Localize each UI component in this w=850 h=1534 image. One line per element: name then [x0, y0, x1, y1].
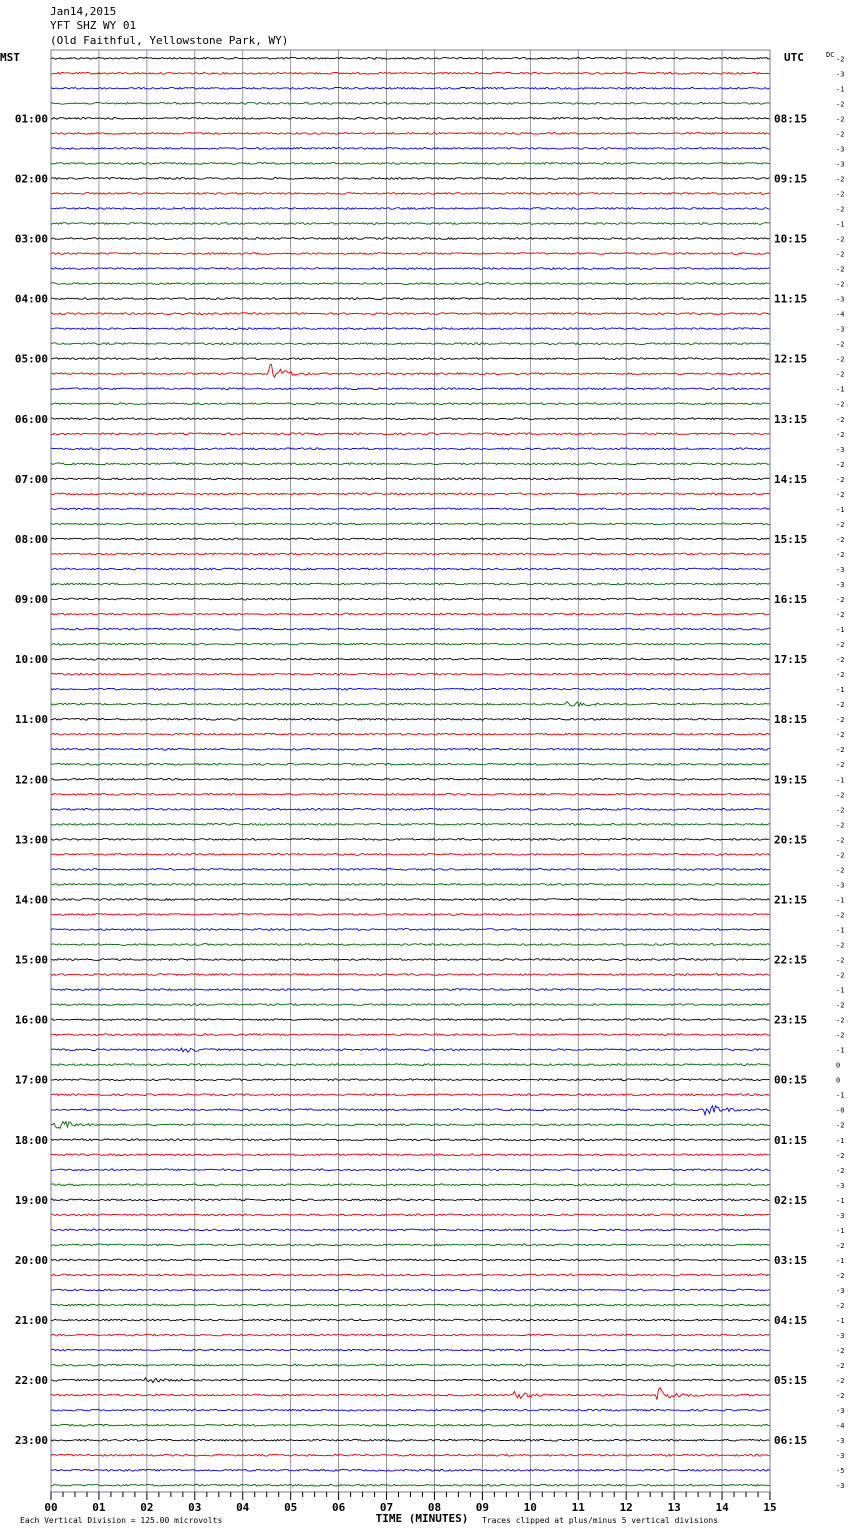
seismic-trace	[51, 223, 770, 225]
dc-offset-label: -2	[836, 400, 845, 409]
dc-offset-label: -2	[836, 475, 845, 484]
clip-note: Traces clipped at plus/minus 5 vertical divisions	[482, 1516, 719, 1525]
seismic-trace	[51, 87, 770, 89]
dc-offset-label: -1	[836, 1091, 845, 1100]
seismic-trace	[51, 133, 770, 135]
seismic-trace	[51, 1064, 770, 1066]
mst-hour-label: 20:00	[14, 1253, 48, 1267]
mst-hour-label: 05:00	[14, 352, 48, 366]
mst-hour-label: 03:00	[14, 232, 48, 246]
dc-offset-label: -3	[836, 581, 845, 589]
seismic-trace	[51, 658, 770, 660]
mst-axis-label: MST	[0, 51, 20, 64]
mst-hour-label: 17:00	[14, 1073, 48, 1087]
dc-offset-label: -2	[836, 1241, 845, 1250]
seismic-trace	[51, 238, 770, 240]
x-tick-label: 00	[44, 1501, 58, 1514]
dc-offset-label: -1	[836, 926, 845, 935]
mst-hour-label: 22:00	[14, 1374, 48, 1388]
utc-hour-label: 19:15	[774, 773, 808, 787]
seismic-trace	[51, 733, 770, 735]
seismic-trace	[51, 493, 770, 495]
seismic-trace	[51, 448, 770, 450]
dc-offset-label: -1	[836, 1046, 845, 1055]
dc-offset-label: -0	[836, 1106, 845, 1115]
seismic-trace	[51, 1378, 770, 1383]
mst-hour-label: 11:00	[14, 713, 48, 727]
seismic-trace	[51, 358, 770, 360]
seismic-trace	[51, 1334, 770, 1336]
x-tick-label: 05	[284, 1501, 298, 1514]
dc-offset-label: -2	[836, 851, 845, 860]
dc-offset-label: -2	[836, 596, 845, 604]
utc-hour-label: 22:15	[774, 953, 808, 967]
mst-hour-label: 08:00	[14, 532, 48, 546]
dc-offset-label: -2	[836, 265, 845, 274]
seismic-trace	[51, 899, 770, 901]
dc-offset-label: -2	[836, 430, 845, 439]
seismic-trace	[51, 117, 770, 119]
dc-offset-label: -3	[836, 1437, 845, 1446]
dc-offset-label: -2	[836, 1362, 845, 1371]
dc-offset-label: -2	[836, 550, 845, 559]
utc-hour-label: 05:15	[774, 1374, 808, 1388]
seismic-trace	[51, 702, 770, 706]
dc-offset-label: -3	[836, 1452, 845, 1461]
utc-hour-label: 11:15	[774, 292, 808, 306]
seismic-trace	[51, 1304, 770, 1306]
seismic-trace	[51, 1139, 770, 1141]
mst-hour-label: 13:00	[14, 833, 48, 847]
dc-offset-label: -4	[836, 1422, 845, 1431]
seismic-trace	[51, 763, 770, 765]
dc-offset-label: -1	[836, 1136, 845, 1145]
dc-offset-label: -4	[836, 310, 845, 319]
dc-offset-label: -2	[836, 761, 845, 770]
dc-offset-label: -2	[836, 115, 845, 124]
dc-offset-label: -3	[836, 881, 845, 890]
seismic-trace	[51, 1319, 770, 1321]
utc-hour-label: 08:15	[774, 112, 808, 126]
mst-hour-label: 15:00	[14, 953, 48, 967]
seismic-trace	[51, 523, 770, 525]
mst-hour-label: 07:00	[14, 472, 48, 486]
seismic-trace	[51, 1122, 770, 1129]
dc-offset-label: -2	[836, 415, 845, 424]
dc-offset-label: -2	[836, 1271, 845, 1280]
dc-offset-label: -1	[836, 1196, 845, 1205]
seismic-trace	[51, 403, 770, 405]
x-tick-label: 02	[140, 1501, 154, 1514]
seismic-trace	[51, 313, 770, 315]
seismic-trace	[51, 1229, 770, 1231]
seismic-trace	[51, 1439, 770, 1441]
seismic-trace	[51, 1019, 770, 1021]
dc-offset-label: 0	[836, 1061, 841, 1070]
mst-hour-label: 18:00	[14, 1133, 48, 1147]
dc-offset-label: -2	[836, 611, 845, 619]
dc-offset-label: -2	[836, 130, 845, 139]
seismic-trace	[51, 944, 770, 946]
dc-offset-label: -3	[836, 325, 845, 334]
x-tick-label: 04	[236, 1501, 250, 1514]
seismic-trace	[51, 388, 770, 390]
mst-hour-label: 23:00	[14, 1434, 48, 1448]
dc-offset-label: -2	[836, 836, 845, 845]
dc-offset-label: -3	[836, 1332, 845, 1340]
seismic-trace	[51, 854, 770, 856]
dc-offset-label: 0	[836, 1076, 841, 1085]
seismic-trace	[51, 808, 770, 810]
dc-offset-label: -2	[836, 866, 845, 875]
x-tick-label: 10	[523, 1501, 537, 1514]
chart-station: YFT SHZ WY 01	[50, 19, 137, 32]
seismic-trace	[51, 1274, 770, 1276]
utc-hour-label: 23:15	[774, 1013, 808, 1027]
dc-offset-label: -2	[836, 791, 845, 800]
seismic-trace	[51, 839, 770, 841]
seismic-trace	[51, 1199, 770, 1201]
dc-offset-label: -2	[836, 355, 845, 364]
seismic-trace	[51, 538, 770, 540]
dc-offset-label: -1	[836, 626, 845, 635]
dc-offset-label: -3	[836, 1181, 845, 1190]
utc-hour-label: 04:15	[774, 1314, 808, 1327]
seismic-trace	[51, 418, 770, 420]
seismic-trace	[51, 1484, 770, 1486]
dc-offset-label: -2	[836, 1392, 845, 1401]
x-tick-label: 08	[427, 1501, 442, 1514]
seismic-trace	[51, 478, 770, 480]
mst-hour-label: 12:00	[14, 773, 48, 787]
dc-offset-label: -2	[836, 911, 845, 920]
seismic-trace	[51, 1079, 770, 1081]
seismic-trace	[51, 1154, 770, 1156]
chart-location: (Old Faithful, Yellowstone Park, WY)	[50, 34, 289, 47]
dc-offset-label: -2	[836, 656, 845, 665]
seismic-trace	[51, 328, 770, 330]
dc-offset-label: -3	[836, 145, 845, 154]
utc-hour-label: 03:15	[774, 1253, 808, 1267]
seismic-trace	[51, 193, 770, 195]
dc-offset-label: -1	[836, 1226, 845, 1235]
dc-offset-label: -2	[836, 1121, 845, 1130]
utc-hour-label: 17:15	[774, 653, 808, 667]
seismic-trace	[51, 974, 770, 976]
dc-offset-label: -2	[836, 956, 845, 965]
dc-offset-label: -2	[836, 941, 845, 950]
seismic-trace	[51, 178, 770, 180]
dc-offset-label: -1	[836, 1317, 845, 1325]
dc-offset-label: -3	[836, 160, 845, 169]
seismic-trace	[51, 778, 770, 780]
dc-offset-label: -3	[836, 566, 845, 574]
seismic-trace	[51, 598, 770, 600]
seismic-trace	[51, 57, 770, 59]
seismic-trace	[51, 989, 770, 991]
mst-hour-label: 16:00	[14, 1013, 48, 1027]
utc-hour-label: 16:15	[774, 593, 808, 606]
utc-hour-label: 01:15	[774, 1133, 808, 1147]
utc-hour-label: 12:15	[774, 352, 808, 366]
seismic-trace	[51, 148, 770, 150]
seismic-trace	[51, 1349, 770, 1351]
dc-offset-label: -2	[836, 1016, 845, 1025]
x-tick-label: 03	[188, 1501, 202, 1514]
seismic-trace	[51, 553, 770, 555]
seismic-trace	[51, 283, 770, 285]
mst-hour-label: 01:00	[14, 112, 48, 126]
dc-offset-label: -1	[836, 220, 845, 229]
dc-offset-label: -1	[836, 776, 845, 785]
seismic-trace	[51, 72, 770, 74]
utc-hour-label: 14:15	[774, 472, 808, 486]
seismic-trace	[51, 463, 770, 465]
seismic-trace	[51, 914, 770, 916]
dc-offset-label: -2	[836, 1347, 845, 1356]
seismic-trace	[51, 1094, 770, 1096]
dc-offset-label: -2	[836, 205, 845, 214]
dc-offset-label: -2	[836, 55, 845, 64]
seismic-trace	[51, 1409, 770, 1411]
utc-hour-label: 09:15	[774, 172, 808, 186]
seismic-trace	[51, 568, 770, 570]
seismic-trace	[51, 508, 770, 510]
seismic-trace	[51, 1388, 770, 1400]
dc-offset-label: -2	[836, 175, 845, 184]
x-tick-label: 01	[92, 1501, 106, 1514]
x-tick-label: 13	[667, 1501, 681, 1514]
seismic-trace	[51, 268, 770, 270]
seismic-trace	[51, 673, 770, 675]
dc-offset-label: -1	[836, 505, 845, 514]
seismic-trace	[51, 1424, 770, 1426]
x-tick-label: 14	[715, 1501, 729, 1514]
utc-hour-label: 13:15	[774, 412, 808, 426]
seismic-trace	[51, 343, 770, 345]
utc-hour-label: 18:15	[774, 713, 808, 727]
utc-hour-label: 02:15	[774, 1193, 808, 1207]
dc-offset-label: -2	[836, 280, 845, 289]
seismic-trace	[51, 208, 770, 210]
dc-offset-label: -3	[836, 445, 845, 454]
mst-hour-label: 04:00	[14, 292, 48, 306]
seismic-trace	[51, 253, 770, 255]
dc-offset-label: -1	[836, 385, 845, 394]
dc-offset-label: -3	[836, 295, 845, 304]
seismic-trace	[51, 929, 770, 931]
dc-offset-label: -2	[836, 1377, 845, 1386]
seismic-trace	[51, 1048, 770, 1052]
dc-offset-label: -2	[836, 716, 845, 725]
dc-offset-label: -2	[836, 671, 845, 680]
x-axis-title: TIME (MINUTES)	[375, 1512, 469, 1525]
utc-hour-label: 06:15	[774, 1434, 808, 1448]
seismic-trace	[51, 1214, 770, 1216]
seismic-trace	[51, 628, 770, 630]
dc-offset-label: -3	[836, 1211, 845, 1220]
seismic-trace	[51, 583, 770, 585]
x-tick-label: 09	[475, 1501, 490, 1514]
mst-hour-label: 10:00	[14, 653, 48, 667]
utc-hour-label: 21:15	[774, 893, 808, 907]
utc-hour-label: 20:15	[774, 833, 808, 847]
chart-date: Jan14,2015	[50, 5, 117, 18]
mst-hour-label: 09:00	[14, 593, 48, 606]
dc-offset-label: -2	[836, 1151, 845, 1160]
seismic-trace	[51, 1169, 770, 1171]
dc-offset-label: -3	[836, 70, 845, 79]
dc-offset-label: -3	[836, 1287, 845, 1295]
mst-hour-label: 21:00	[14, 1314, 48, 1327]
dc-offset-label: -2	[836, 1031, 845, 1040]
dc-offset-label: -1	[836, 686, 845, 695]
utc-axis-label: UTC	[784, 51, 804, 64]
seismic-trace	[51, 959, 770, 961]
dc-offset-label: -2	[836, 190, 845, 199]
mst-hour-label: 02:00	[14, 172, 48, 186]
dc-offset-label: -5	[836, 1467, 845, 1476]
seismic-trace	[51, 1184, 770, 1186]
dc-offset-label: -2	[836, 746, 845, 755]
x-tick-label: 07	[379, 1501, 394, 1514]
seismic-trace	[51, 748, 770, 750]
dc-offset-label: -2	[836, 340, 845, 349]
seismic-trace	[51, 364, 770, 377]
seismic-trace	[51, 1454, 770, 1456]
utc-hour-label: 10:15	[774, 232, 808, 246]
seismic-trace	[51, 1034, 770, 1036]
seismic-trace	[51, 1106, 770, 1115]
seismic-trace	[51, 1004, 770, 1006]
dc-label: DC	[826, 51, 835, 59]
dc-offset-label: -1	[836, 1256, 845, 1265]
dc-offset-label: -2	[836, 490, 845, 499]
seismic-trace	[51, 1289, 770, 1291]
seismic-trace	[51, 613, 770, 615]
dc-offset-label: -1	[836, 986, 845, 995]
seismic-trace	[51, 163, 770, 165]
seismic-trace	[51, 869, 770, 871]
mst-hour-label: 19:00	[14, 1193, 48, 1207]
dc-offset-label: -2	[836, 100, 845, 109]
seismic-trace	[51, 793, 770, 795]
seismic-trace	[51, 1364, 770, 1366]
utc-hour-label: 00:15	[774, 1073, 808, 1087]
dc-offset-label: -1	[836, 85, 845, 94]
dc-offset-label: -2	[836, 701, 845, 710]
seismic-trace	[51, 433, 770, 435]
dc-offset-label: -2	[836, 250, 845, 259]
seismic-trace	[51, 688, 770, 690]
dc-offset-label: -2	[836, 1001, 845, 1010]
seismic-trace	[51, 102, 770, 104]
x-tick-label: 12	[619, 1501, 633, 1514]
dc-offset-label: -2	[836, 535, 845, 544]
dc-offset-label: -2	[836, 235, 845, 244]
dc-offset-label: -3	[836, 1482, 845, 1491]
dc-offset-label: -2	[836, 1302, 845, 1310]
mst-hour-label: 14:00	[14, 893, 48, 907]
seismic-trace	[51, 1469, 770, 1471]
utc-hour-label: 15:15	[774, 532, 808, 546]
seismic-trace	[51, 1244, 770, 1246]
x-tick-label: 15	[763, 1501, 777, 1514]
dc-offset-label: -2	[836, 821, 845, 830]
seismic-trace	[51, 718, 770, 720]
dc-offset-label: -2	[836, 641, 845, 650]
x-tick-label: 11	[571, 1501, 585, 1514]
dc-offset-label: -2	[836, 460, 845, 469]
dc-offset-label: -2	[836, 971, 845, 980]
dc-offset-label: -3	[836, 1407, 845, 1416]
seismic-trace	[51, 298, 770, 300]
seismic-trace	[51, 643, 770, 645]
scale-note: Each Vertical Division = 125.00 microvolts	[20, 1516, 223, 1525]
x-tick-label: 06	[331, 1501, 346, 1514]
dc-offset-label: -2	[836, 806, 845, 815]
dc-offset-label: -2	[836, 370, 845, 379]
dc-offset-label: -1	[836, 896, 845, 905]
dc-offset-label: -2	[836, 1166, 845, 1175]
seismic-trace	[51, 884, 770, 886]
seismic-trace	[51, 1259, 770, 1261]
seismic-trace	[51, 823, 770, 825]
mst-hour-label: 06:00	[14, 412, 48, 426]
dc-offset-label: -2	[836, 520, 845, 529]
dc-offset-label: -2	[836, 731, 845, 740]
